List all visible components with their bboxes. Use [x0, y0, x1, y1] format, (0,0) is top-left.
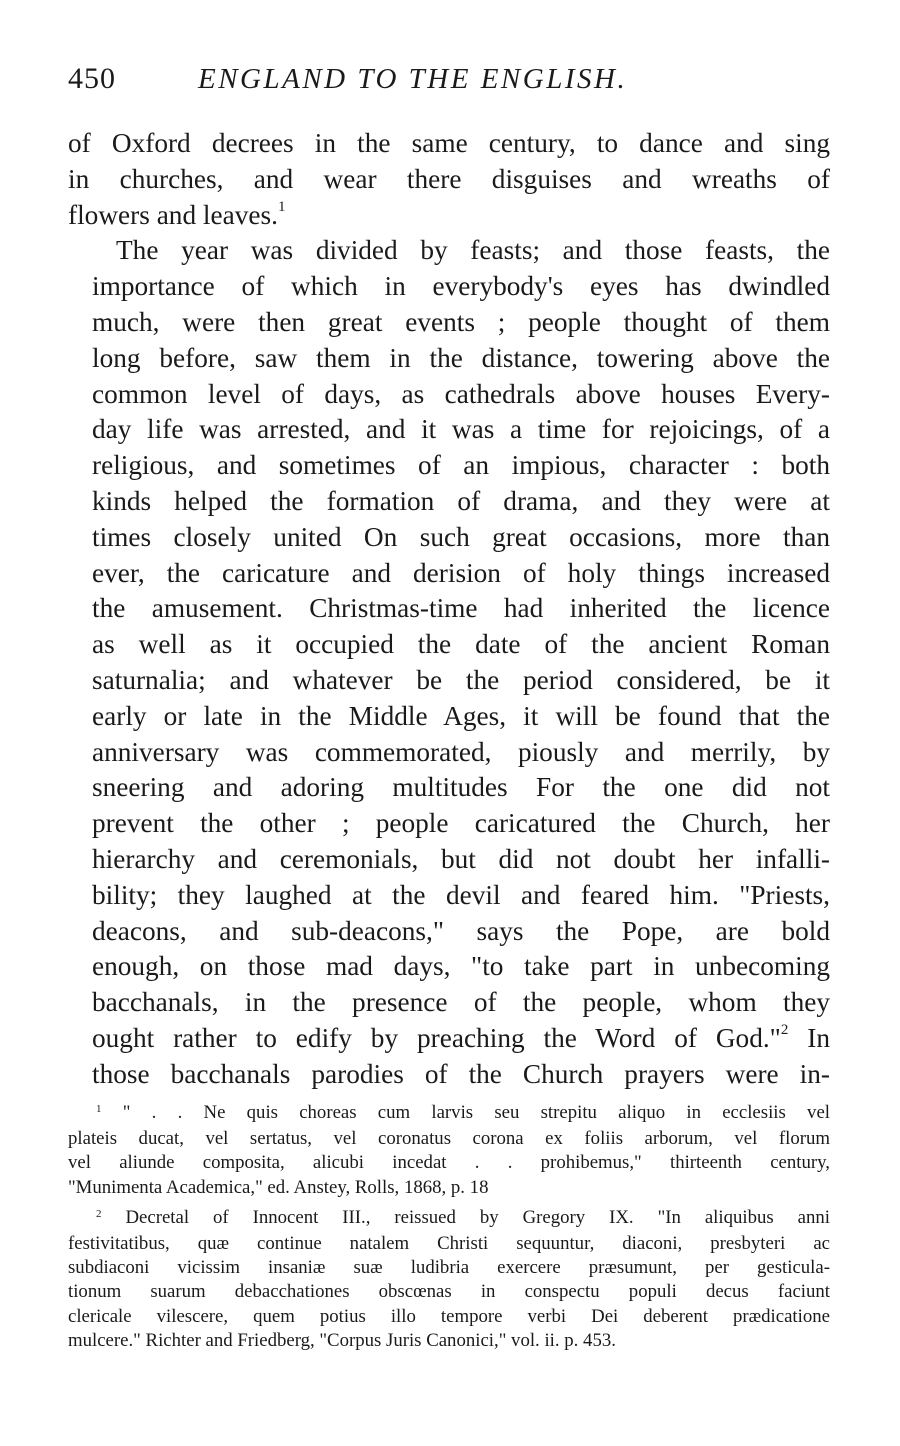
footnote-line: tionum suarum debacchationes obscœnas in conspectu populi decus faciunt: [68, 1281, 830, 1303]
footnote-reference: 2: [780, 1021, 789, 1038]
text-line: in churches, and wear there disguises and wreaths of: [68, 163, 830, 194]
footnote-line: [68, 1101, 830, 1127]
text-line: of Oxford decrees in the same century, to dance and sing: [68, 128, 830, 158]
running-head: [68, 62, 830, 106]
text-line: sneering and adoring multitudes For the one did not: [92, 772, 830, 803]
paragraph-2: [68, 233, 830, 1092]
text-line: deacons, and sub-deacons," says the Pope, are bold: [92, 915, 830, 946]
text-line: anniversary was commemorated, piously and merrily, by: [92, 736, 830, 767]
footnote-mark: 2: [96, 1207, 102, 1220]
text-line: importance of which in everybody's eyes has dwindled: [92, 271, 830, 302]
text-line: bacchanals, in the presence of the people, whom they: [92, 987, 830, 1018]
footnote-2: [68, 1206, 830, 1353]
text-line: [68, 198, 830, 234]
text-line: common level of days, as cathedrals above houses Every-: [92, 378, 830, 409]
text-line: early or late in the Middle Ages, it will be found that the: [92, 700, 830, 731]
book-page: [68, 62, 830, 1093]
footnote-line: clericale vilescere, quem potius illo tempore verbi Dei deberent prædicatione: [68, 1305, 830, 1327]
footnote-line: vel aliunde composita, alicubi incedat . . prohibemus," thirteenth century,: [68, 1152, 830, 1174]
footnote-line: mulcere." Richter and Friedberg, "Corpus Juris Canonici," vol. ii. p. 453.: [68, 1329, 616, 1351]
text-line: kinds helped the formation of drama, and they were at: [92, 485, 830, 516]
text-line: as well as it occupied the date of the ancient Roman: [92, 629, 830, 660]
text-line: the amusement. Christmas-time had inherited the licence: [92, 593, 830, 624]
footnote-line: festivitatibus, quæ continue natalem Christi sequuntur, diaconi, presbyteri ac: [68, 1233, 830, 1255]
footnote-line-content: Decretal of Innocent III., reissued by Gregory IX. "In aliquibus anni: [125, 1206, 830, 1228]
text-line: enough, on those mad days, "to take part in unbecoming: [92, 951, 830, 982]
footnote-mark: 1: [96, 1103, 102, 1115]
paragraph-1: [68, 126, 830, 233]
text-line: religious, and sometimes of an impious, character : both: [92, 450, 830, 481]
text-line: bility; they laughed at the devil and feared him. "Priests,: [92, 879, 830, 910]
text-line: ever, the caricature and derision of holy things increased: [92, 557, 830, 588]
footnote-reference: 1: [277, 198, 286, 215]
text-line-content: ought rather to edify by preaching the Word of God.": [92, 1022, 781, 1053]
text-line: The year was divided by feasts; and those feasts, the: [116, 235, 830, 266]
footnote-line: subdiaconi vicissim insaniæ suæ ludibria exercere præsumunt, per gesticula-: [68, 1257, 830, 1279]
running-title: ENGLAND TO THE ENGLISH.: [198, 63, 628, 95]
footnote-1: [68, 1101, 830, 1200]
text-line: much, were then great events ; people thought of them: [92, 306, 830, 337]
text-line: those bacchanals parodies of the Church prayers were in-: [92, 1058, 830, 1089]
text-line: times closely united On such great occasions, more than: [92, 521, 830, 552]
body-text: [68, 126, 830, 1093]
footnote-line-content: " . . Ne quis choreas cum larvis seu strepitu aliquo in ecclesiis vel: [122, 1102, 831, 1123]
text-line: long before, saw them in the distance, towering above the: [92, 342, 830, 373]
text-line: saturnalia; and whatever be the period considered, be it: [92, 664, 830, 695]
text-line: [68, 1021, 830, 1057]
text-line: prevent the other ; people caricatured the Church, her: [92, 808, 830, 839]
footnote-line: [68, 1206, 830, 1232]
footnotes: [68, 1101, 830, 1359]
text-line: hierarchy and ceremonials, but did not doubt her infalli-: [92, 843, 830, 874]
text-line-tail: In: [807, 1022, 830, 1053]
footnote-line: plateis ducat, vel sertatus, vel coronatus corona ex foliis arborum, vel florum: [68, 1128, 830, 1150]
page-number: 450: [68, 62, 116, 95]
text-line: day life was arrested, and it was a time for rejoicings, of a: [92, 414, 830, 445]
footnote-line: "Munimenta Academica," ed. Anstey, Rolls, 1868, p. 18: [68, 1176, 489, 1198]
text-line-content: flowers and leaves.: [68, 199, 278, 230]
